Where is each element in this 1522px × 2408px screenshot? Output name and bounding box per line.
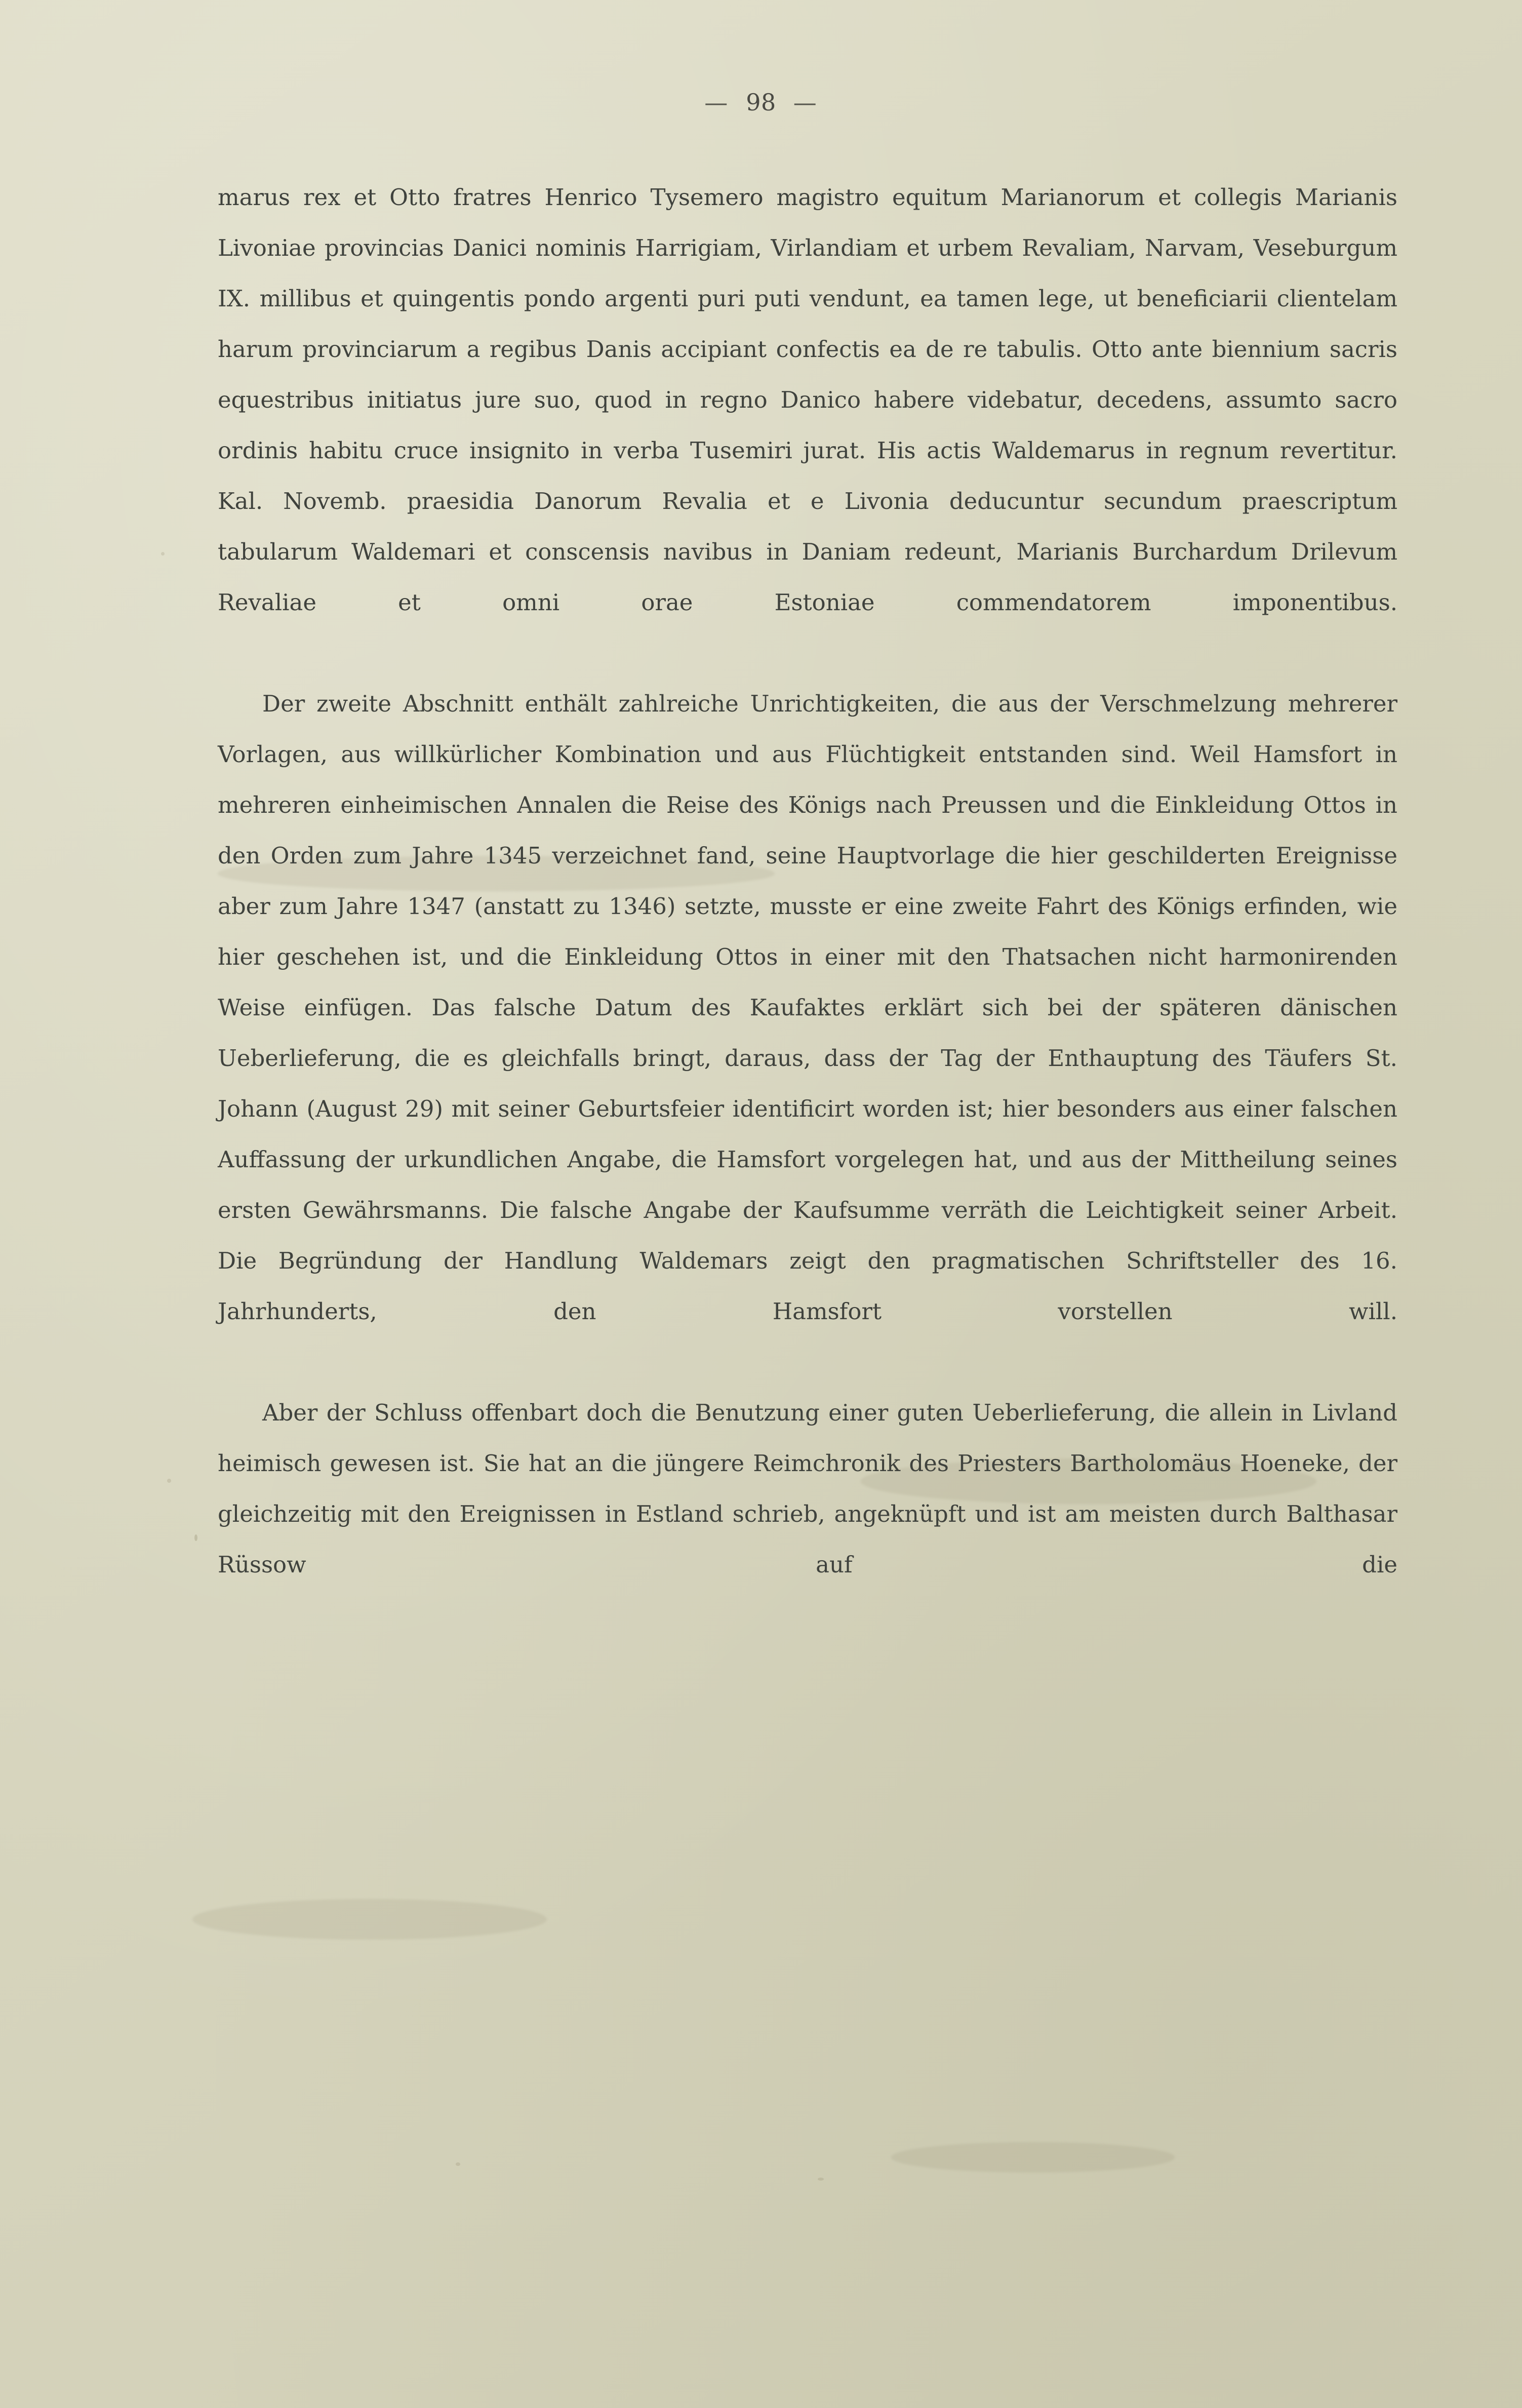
paper-speck — [456, 2162, 460, 2166]
paragraph: Der zweite Abschnitt enthält zahlreiche Unrichtigkeiten, die aus der Verschmelzung mehrerer Vorlagen, aus willkürlicher Kombination und aus Flüchtigkeit entstanden sind. Weil Hamsfort in mehreren einheimischen Annalen die Reise des Königs nach Preussen und die Einkleidung Ottos in den Orden zum Jahre 1345 verzeichnet fand, seine Hauptvorlage die hier geschilderten Ereignisse aber zum Jahre 1347 (anstatt zu 1346) setzte, musste er eine zweite Fahrt des Königs erfinden, wie hier geschehen ist, und die Einkleidung Ottos in einer mit den Thatsachen nicht harmonirenden Weise einfügen. Das falsche Datum des Kaufaktes erklärt sich bei der späteren dänischen Ueberlieferung, die es gleichfalls bringt, daraus, dass der Tag der Enthauptung des Täufers St. Johann (August 29) mit seiner Geburtsfeier identificirt worden ist; hier besonders aus einer falschen Auffassung der urkundlichen Angabe, die Hamsfort vorgelegen hat, und aus der Mittheilung seines ersten Gewährsmanns. Die falsche Angabe der Kaufsumme verräth die Leichtigkeit seiner Arbeit. Die Begründung der Handlung Waldemars zeigt den pragmatischen Schriftsteller des 16. Jahrhunderts, den Hamsfort vorstellen will. — [218, 690, 1397, 1325]
folio-number: 98 — [746, 89, 776, 116]
paper-smudge — [192, 1899, 547, 1940]
paper-speck — [161, 552, 165, 556]
paper-speck — [818, 2178, 824, 2181]
paragraph: marus rex et Otto fratres Henrico Tysemero magistro equitum Marianorum et collegis Marianis Livoniae provincias Danici nominis Harrigiam, Virlandiam et urbem Revaliam, Narvam, Veseburgum IX. millibus et quingentis pondo argenti puri puti vendunt, ea tamen lege, ut beneficiarii clientelam harum provinciarum a regibus Danis accipiant confectis ea de re tabulis. Otto ante biennium sacris equestribus initiatus jure suo, quod in regno Danico habere videbatur, decedens, assumto sacro ordinis habitu cruce insignito in verba Tusemiri jurat. His actis Waldemarus in regnum revertitur. Kal. Novemb. praesidia Danorum Revalia et e Livonia deducuntur secundum praescriptum tabularum Waldemari et conscensis navibus in Daniam redeunt, Marianis Burchardum Drilevum Revaliae et omni orae Estoniae commendatorem imponentibus. — [218, 184, 1397, 616]
folio-dash-left: — — [704, 89, 729, 116]
folio-dash-right: — — [793, 89, 818, 116]
body-text — [218, 172, 1397, 1641]
paragraph: Aber der Schluss offenbart doch die Benutzung einer guten Ueberlieferung, die allein in Livland heimisch gewesen ist. Sie hat an die jüngere Reimchronik des Priesters Bartholomäus Hoeneke, der gleichzeitig mit den Ereignissen in Estland schrieb, angeknüpft und ist am meisten durch Balthasar Rüssow auf die — [218, 1399, 1397, 1578]
paper-smudge — [891, 2142, 1175, 2173]
paper-speck — [194, 1534, 197, 1541]
page-folio — [0, 89, 1522, 116]
paper-speck — [167, 1479, 171, 1483]
